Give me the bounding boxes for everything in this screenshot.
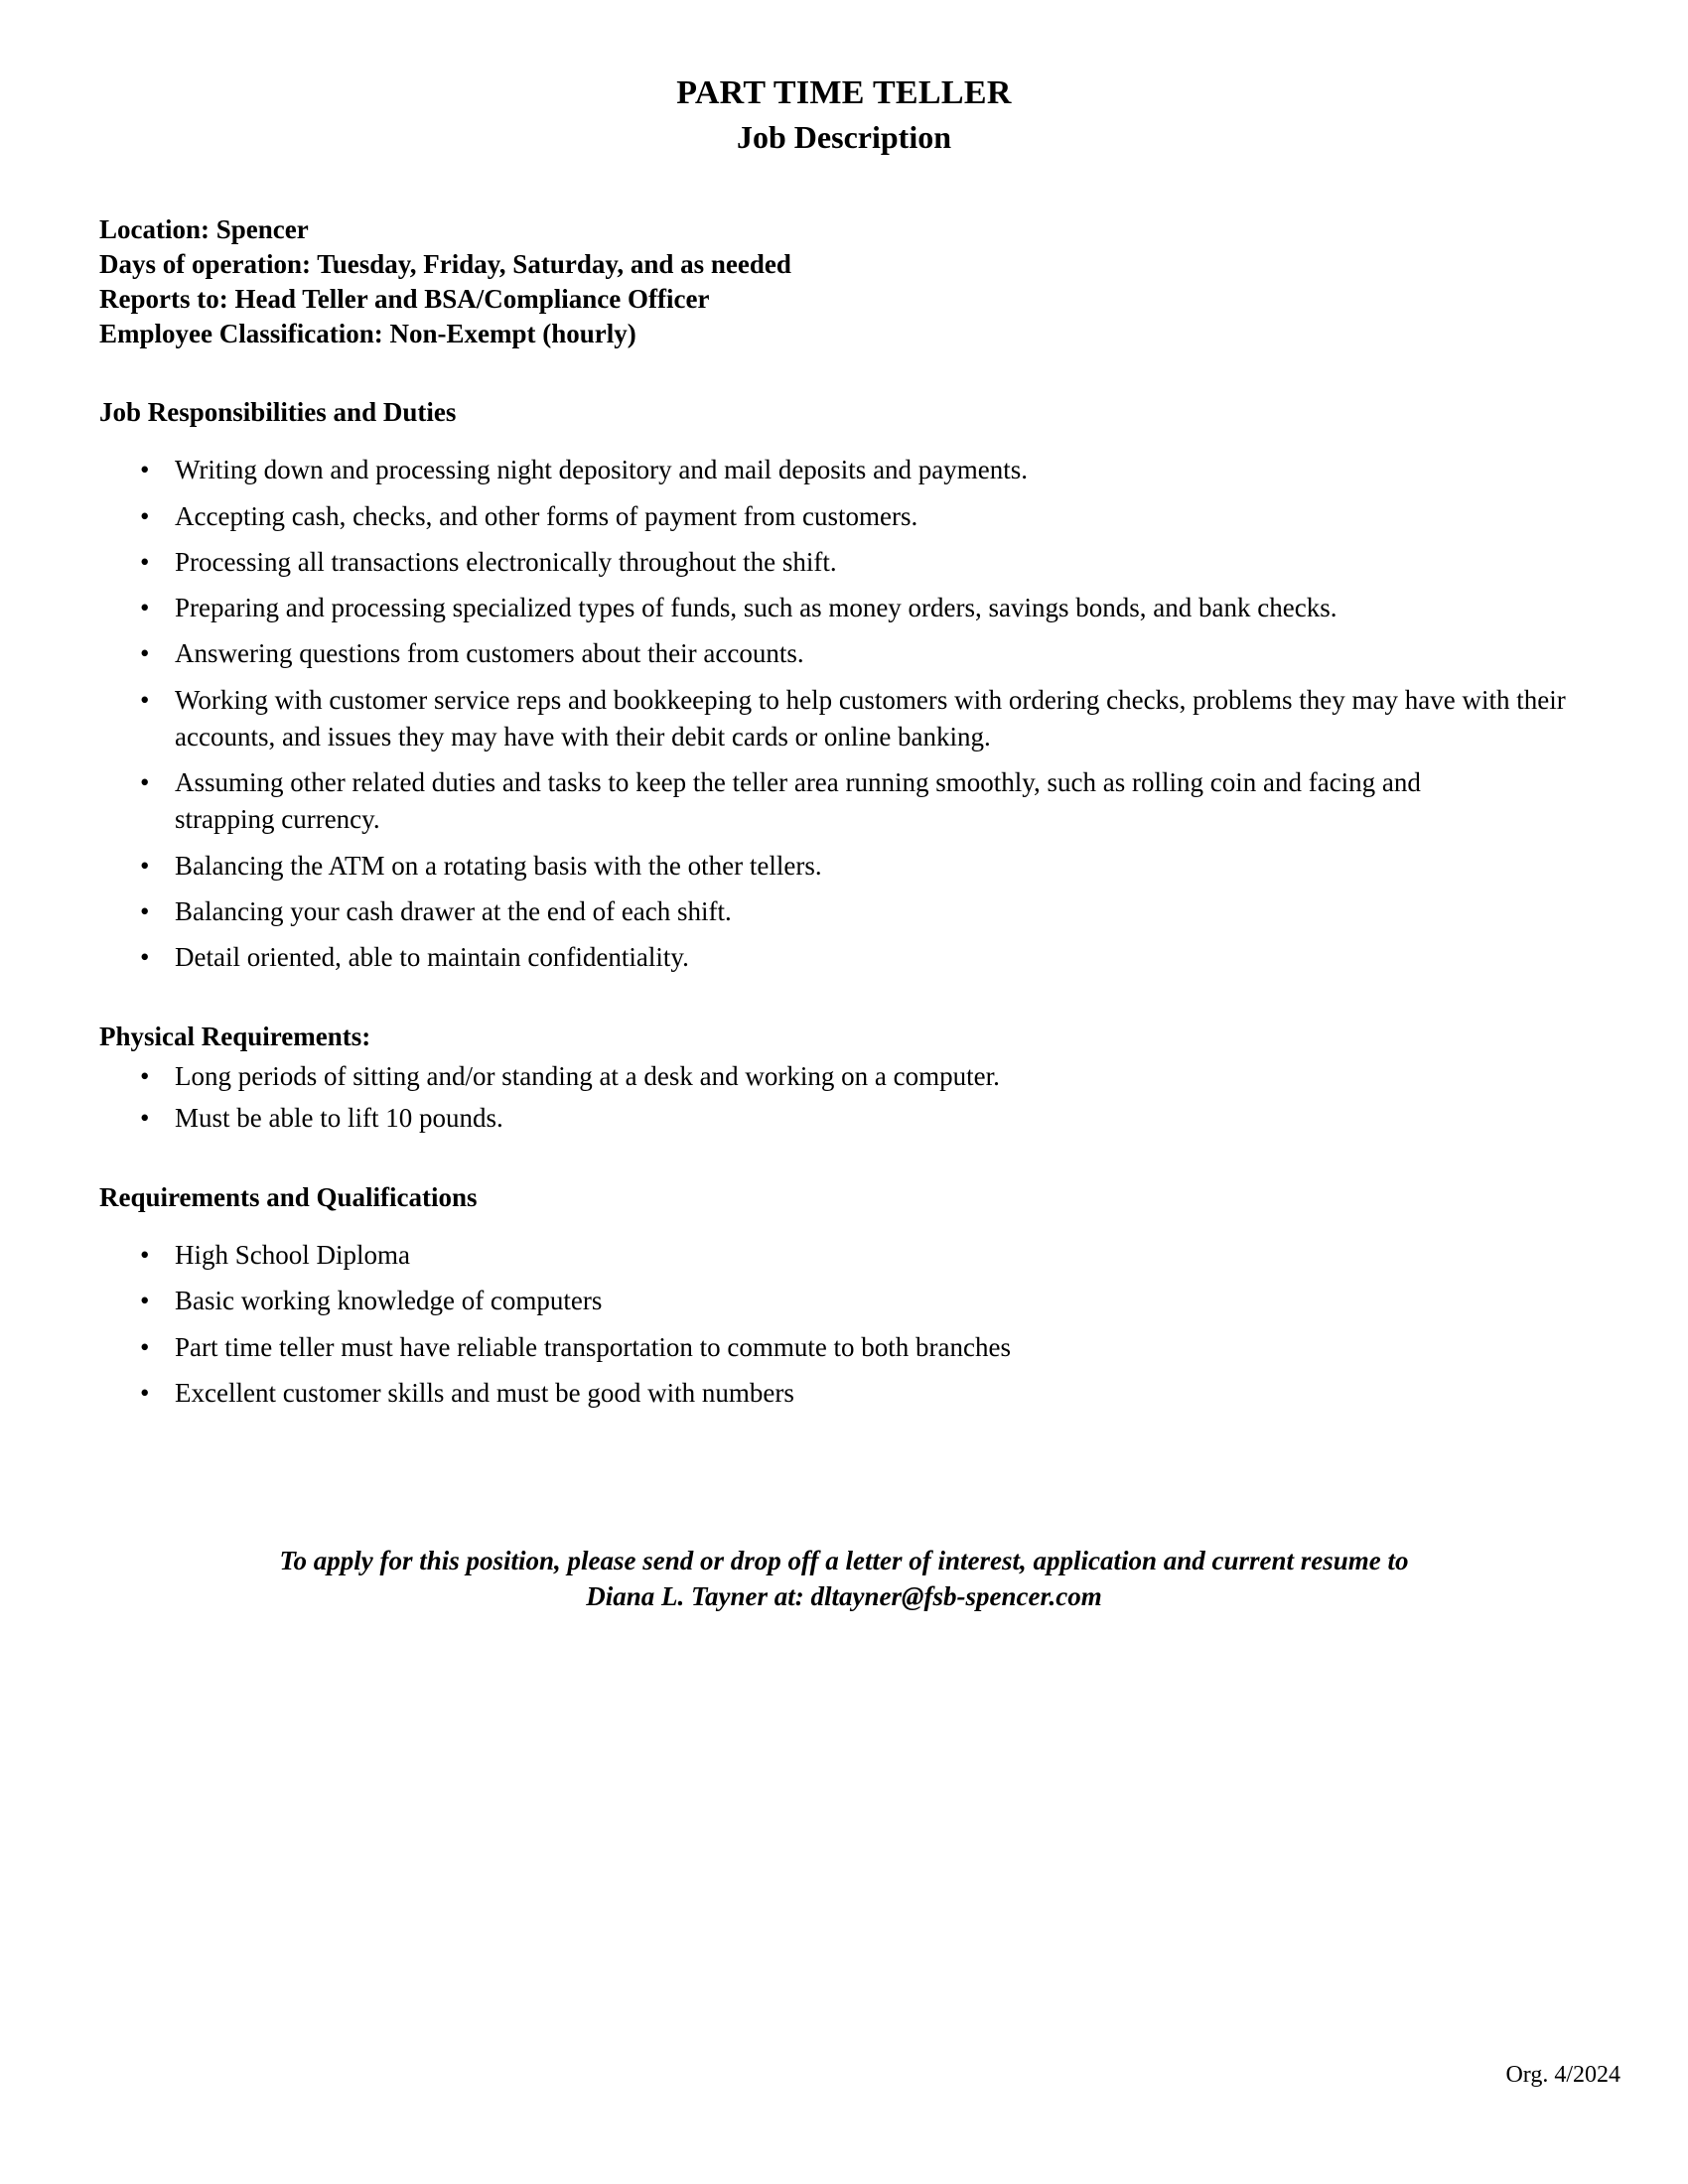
list-item-text: Excellent customer skills and must be good with numbers — [175, 1377, 794, 1408]
apply-instructions — [99, 1543, 1589, 1615]
section-heading-requirements-qualifications: Requirements and Qualifications — [99, 1181, 478, 1212]
list-item-text: Preparing and processing specialized types of funds, such as money orders, savings bonds, and bank checks. — [175, 593, 1337, 623]
list-item-text: Basic working knowledge of computers — [175, 1286, 603, 1316]
list-item — [99, 1237, 1589, 1274]
section-heading-duties: Job Responsibilities and Duties — [99, 397, 457, 428]
page-title: PART TIME TELLER — [676, 74, 1012, 111]
duties-list — [99, 452, 1589, 976]
bullet-icon: • — [140, 1286, 150, 1316]
meta-days-of-operation: Days of operation: Tuesday, Friday, Saturday, and as needed — [99, 248, 791, 279]
list-item — [99, 635, 1589, 672]
bullet-icon: • — [140, 593, 150, 623]
list-item — [99, 1329, 1589, 1366]
list-item-text: Answering questions from customers about their accounts. — [175, 638, 804, 669]
list-item — [99, 893, 1589, 930]
list-item-text: Part time teller must have reliable transportation to commute to both branches — [175, 1331, 1012, 1362]
list-item — [99, 848, 1589, 885]
qualifications-list — [99, 1237, 1589, 1412]
bullet-icon: • — [140, 1377, 150, 1408]
bullet-icon: • — [140, 1240, 150, 1271]
section-heading-physical-requirements: Physical Requirements: — [99, 1022, 371, 1052]
bullet-icon: • — [140, 1102, 150, 1133]
list-item — [99, 590, 1495, 626]
bullet-icon: • — [140, 895, 150, 926]
bullet-icon: • — [140, 1061, 150, 1092]
physical-requirements-list — [99, 1058, 1589, 1137]
list-item — [99, 1283, 1589, 1319]
list-item — [99, 498, 1589, 535]
list-item-text: High School Diploma — [175, 1240, 410, 1271]
bullet-icon: • — [140, 638, 150, 669]
apply-instructions-line1: To apply for this position, please send or drop off a letter of interest, application and current resume to — [279, 1546, 1409, 1576]
page-subtitle: Job Description — [737, 119, 951, 156]
document-content — [99, 73, 1589, 1615]
bullet-icon: • — [140, 546, 150, 577]
list-item — [99, 1100, 1589, 1137]
list-item-text: Balancing the ATM on a rotating basis with the other tellers. — [175, 850, 822, 881]
list-item-text: Working with customer service reps and bookkeeping to help customers with ordering checks, problems they may have with their accounts, and issues they may have with their debit cards or online banking. — [175, 684, 1566, 751]
bullet-icon: • — [140, 850, 150, 881]
list-item — [99, 764, 1495, 839]
list-item-text: Assuming other related duties and tasks to keep the teller area running smoothly, such as rolling coin and facing and strapping currency. — [175, 767, 1421, 835]
list-item-text: Accepting cash, checks, and other forms of payment from customers. — [175, 500, 918, 531]
meta-location: Location: Spencer — [99, 213, 309, 244]
footer-org-revision: Org. 4/2024 — [1505, 2062, 1620, 2088]
list-item — [99, 544, 1589, 581]
list-item-text: Balancing your cash drawer at the end of each shift. — [175, 895, 732, 926]
list-item-text: Detail oriented, able to maintain confidentiality. — [175, 942, 689, 973]
bullet-icon: • — [140, 684, 150, 715]
list-item-text: Must be able to lift 10 pounds. — [175, 1102, 503, 1133]
list-item — [99, 452, 1589, 488]
list-item-text: Writing down and processing night depository and mail deposits and payments. — [175, 455, 1029, 485]
apply-instructions-line2: Diana L. Tayner at: dltayner@fsb-spencer.com — [586, 1581, 1102, 1612]
job-meta-block — [99, 212, 1589, 351]
list-item-text: Long periods of sitting and/or standing at a desk and working on a computer. — [175, 1061, 1000, 1092]
bullet-icon: • — [140, 1331, 150, 1362]
list-item — [99, 939, 1589, 976]
bullet-icon: • — [140, 942, 150, 973]
bullet-icon: • — [140, 455, 150, 485]
list-item — [99, 682, 1589, 756]
bullet-icon: • — [140, 500, 150, 531]
list-item — [99, 1058, 1589, 1095]
list-item-text: Processing all transactions electronically throughout the shift. — [175, 546, 837, 577]
bullet-icon: • — [140, 767, 150, 798]
list-item — [99, 1375, 1589, 1412]
meta-employee-classification: Employee Classification: Non-Exempt (hourly) — [99, 319, 636, 349]
meta-reports-to: Reports to: Head Teller and BSA/Compliance Officer — [99, 284, 710, 315]
